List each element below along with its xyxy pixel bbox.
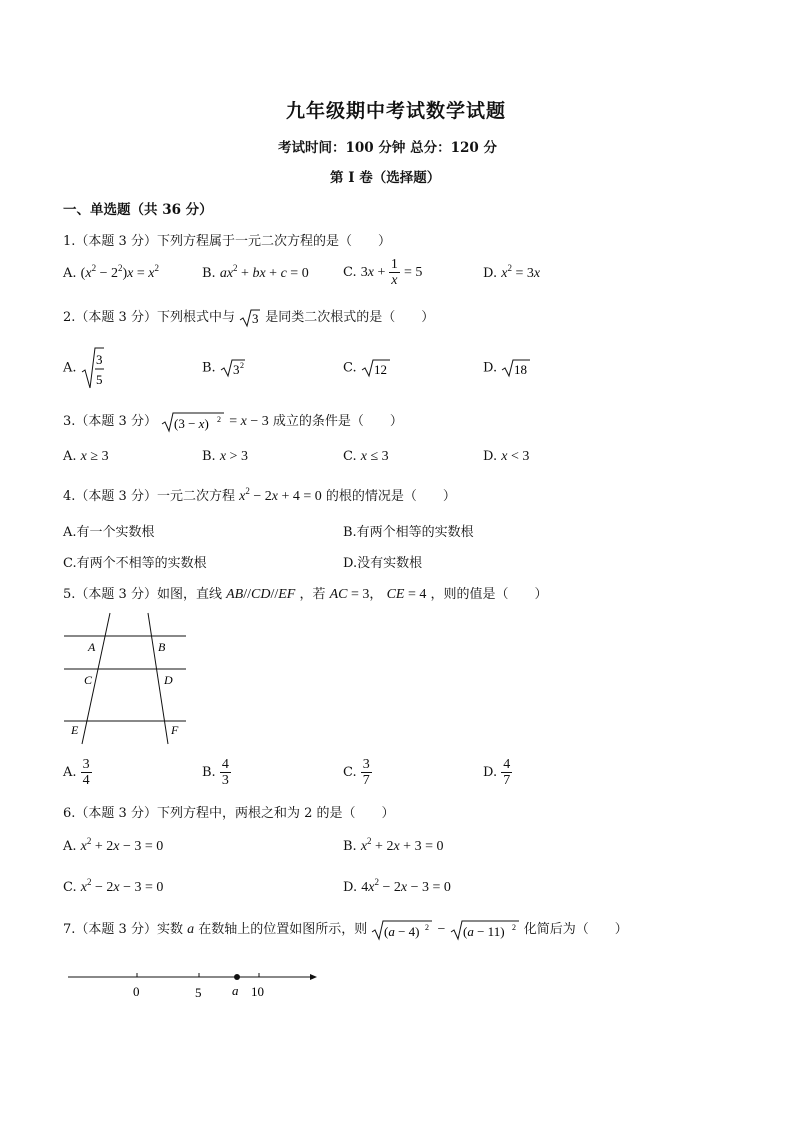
option-label: D.	[483, 360, 498, 376]
point-label-a: A	[88, 640, 96, 654]
option-label: A.	[63, 360, 77, 376]
tick-label-5: 5	[195, 985, 202, 1000]
question-5-option-b	[202, 757, 231, 788]
page-title: 九年级期中考试数学试题	[286, 100, 507, 122]
parallel-lines-figure	[62, 612, 192, 747]
question-4-stem: 4.（本题 3 分）一元二次方程 $x^2 - 2x + 4 = 0$ 的根的情况是（ ）	[63, 486, 456, 504]
point-label-f: F	[171, 723, 179, 737]
option-label: A.	[63, 449, 77, 464]
point-label-b: B	[158, 640, 166, 654]
option-label: C.	[63, 880, 77, 895]
option-label: A.	[63, 839, 77, 854]
question-6-option-d: D. $4x^2 - 2x - 3 = 0$	[343, 877, 451, 895]
option-label: B.	[202, 449, 216, 464]
fraction: $\frac{3}{4}$	[82, 757, 90, 788]
question-6-option-a: A. $x^2 + 2x - 3 = 0$	[63, 836, 164, 854]
svg-text:2: 2	[217, 414, 222, 424]
question-2-option-d	[483, 358, 531, 378]
question-3-option-d: D. x < 3	[483, 449, 530, 464]
svg-text:5: 5	[95, 372, 103, 387]
sqrt-icon	[220, 358, 246, 378]
option-label: C.	[343, 360, 357, 376]
svg-text:2: 2	[239, 361, 244, 370]
question-4-option-d: D.没有实数根	[343, 556, 423, 571]
fraction: $\frac{1}{x}$	[390, 257, 398, 288]
arrow-right-icon	[310, 974, 317, 980]
fraction: $\frac{4}{3}$	[221, 757, 229, 788]
question-5-option-c	[343, 757, 372, 788]
question-5-stem: 5.（本题 3 分）如图，直线 AB//CD//EF ，若 AC = 3， CE = 4 ，则的值是（ ）	[63, 587, 548, 602]
option-label: A.	[63, 266, 77, 281]
number-line-figure	[62, 965, 324, 1005]
point-label-e: E	[71, 723, 79, 737]
question-1-option-b: B. $ax^2$ + bx + c = 0	[202, 263, 309, 281]
question-3-stem: 3.（本题 3 分） (3 − x) 2 = x − 3 成立的条件是（ ）	[63, 410, 403, 433]
question-1-option-c: C. 3x + $\frac{1}{x}$ = 5	[343, 257, 423, 288]
svg-text:12: 12	[373, 362, 387, 377]
question-5-option-d	[483, 757, 512, 788]
option-label: B.	[202, 765, 216, 780]
question-2-option-a	[63, 346, 105, 390]
section-heading: 一、单选题（共 36 分）	[63, 202, 213, 218]
svg-text:2: 2	[511, 922, 516, 932]
option-label: D.	[483, 765, 498, 780]
svg-text:18: 18	[514, 362, 528, 377]
question-7-stem: 7.（本题 3 分）实数 a 在数轴上的位置如图所示，则 (a − 4) 2 − (a − 11) 2 化简后为（ ）	[63, 918, 628, 941]
sqrt-icon	[239, 308, 261, 328]
option-label: B.	[202, 266, 216, 281]
svg-text:3: 3	[252, 310, 259, 326]
svg-text:(3 − x): (3 − x)	[174, 415, 209, 431]
point-a-marker	[234, 974, 240, 980]
svg-text:2: 2	[425, 922, 430, 932]
exam-info: 考试时间：100 分钟 总分：120 分	[278, 140, 497, 156]
sqrt-icon	[501, 358, 531, 378]
sqrt-icon	[81, 346, 105, 390]
question-1-stem: 1.（本题 3 分）下列方程属于一元二次方程的是（ ）	[63, 234, 391, 249]
option-label: C.	[343, 765, 357, 780]
point-label-d: D	[164, 673, 173, 687]
svg-text:(a − 11): (a − 11)	[462, 923, 505, 939]
option-label: B.	[343, 839, 357, 854]
option-label: C.	[343, 265, 357, 280]
question-2-option-b	[202, 358, 246, 378]
svg-text:(a − 4): (a − 4)	[384, 923, 420, 939]
sqrt-icon	[361, 358, 391, 378]
sqrt-icon	[161, 411, 225, 433]
tick-label-0: 0	[133, 984, 140, 999]
option-label: D.	[483, 449, 498, 464]
question-1-option-d: D. $x^2 = 3x$	[483, 263, 541, 281]
question-6-option-b: B. $x^2 + 2x + 3 = 0$	[343, 836, 444, 854]
question-2-option-c	[343, 358, 391, 378]
option-label: C.	[343, 449, 357, 464]
sqrt-icon	[450, 919, 520, 941]
question-3-option-a: A. x ≥ 3	[63, 449, 109, 464]
question-3-option-b: B. x > 3	[202, 449, 248, 464]
option-label: B.	[202, 360, 216, 376]
question-4-option-b: B.有两个相等的实数根	[343, 525, 474, 540]
sqrt-icon	[371, 919, 433, 941]
question-4-option-a: A.有一个实数根	[63, 525, 155, 540]
fraction: $\frac{4}{7}$	[503, 757, 511, 788]
fraction: $\frac{3}{7}$	[362, 757, 370, 788]
svg-text:3: 3	[232, 362, 240, 377]
question-4-option-c: C.有两个不相等的实数根	[63, 556, 207, 571]
option-label: D.	[343, 880, 358, 895]
tick-label-10: 10	[251, 984, 264, 999]
option-label: A.	[63, 765, 77, 780]
point-a-label: a	[232, 983, 239, 998]
question-6-option-c: C. $x^2 - 2x - 3 = 0$	[63, 877, 164, 895]
option-label: D.	[483, 266, 498, 281]
volume-heading: 第 I 卷（选择题）	[330, 170, 441, 186]
question-1-option-a: A. $(x^2 - 2^2)x = x^2$	[63, 263, 159, 281]
svg-text:3: 3	[95, 352, 103, 367]
question-6-stem: 6.（本题 3 分）下列方程中，两根之和为 2 的是（ ）	[63, 806, 395, 821]
question-3-option-c: C. x ≤ 3	[343, 449, 389, 464]
point-label-c: C	[84, 673, 93, 687]
question-5-option-a	[63, 757, 92, 788]
question-2-stem: 2.（本题 3 分）下列根式中与 3 是同类二次根式的是（ ）	[63, 306, 434, 328]
